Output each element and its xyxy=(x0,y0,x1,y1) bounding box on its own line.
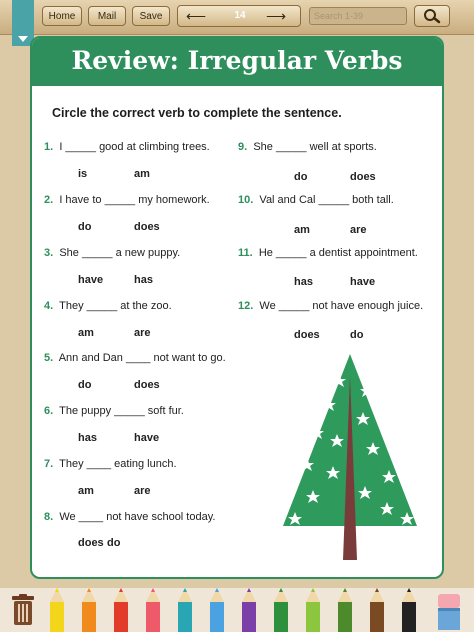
answer-option[interactable]: are xyxy=(134,485,151,497)
instructions: Circle the correct verb to complete the sentence. xyxy=(52,106,342,120)
previous-page-arrow-icon[interactable]: ⟵ xyxy=(186,8,207,24)
yellow-pencil-icon[interactable] xyxy=(46,588,68,632)
christmas-tree-illustration xyxy=(277,354,423,560)
light-green-pencil-icon[interactable] xyxy=(302,588,324,632)
next-page-arrow-icon[interactable]: ⟶ xyxy=(266,8,287,24)
answer-option[interactable]: do xyxy=(78,221,92,233)
worksheet-page xyxy=(30,36,444,579)
search-input[interactable]: Search 1-39 xyxy=(309,7,407,25)
answer-option[interactable]: has xyxy=(134,274,153,286)
answer-option[interactable]: am xyxy=(78,485,94,497)
question-11: 11. He _____ a dentist appointment. xyxy=(238,247,418,259)
question-1: 1. I _____ good at climbing trees. xyxy=(44,141,210,153)
answer-option[interactable]: am xyxy=(134,168,150,180)
answer-option[interactable]: are xyxy=(350,224,367,236)
answer-option[interactable]: have xyxy=(350,276,376,288)
page-navigator xyxy=(177,5,301,27)
magnifier-icon xyxy=(415,6,449,26)
pink-pencil-icon[interactable] xyxy=(142,588,164,632)
home-button[interactable]: Home xyxy=(42,6,82,26)
answer-option[interactable]: does xyxy=(294,329,320,341)
page-number: 14 xyxy=(234,10,246,21)
pencil-tray xyxy=(0,588,474,632)
purple-pencil-icon[interactable] xyxy=(238,588,260,632)
question-7: 7. They ____ eating lunch. xyxy=(44,458,177,470)
answer-option[interactable]: is xyxy=(78,168,88,180)
black-pencil-icon[interactable] xyxy=(398,588,420,632)
question-2: 2. I have to _____ my homework. xyxy=(44,194,210,206)
answer-option[interactable]: am xyxy=(294,224,310,236)
answer-option[interactable]: has xyxy=(78,432,97,444)
answer-option[interactable]: am xyxy=(78,327,94,339)
answer-option[interactable]: has xyxy=(294,276,313,288)
answer-option[interactable]: does xyxy=(134,379,160,391)
answer-option[interactable]: have xyxy=(78,274,104,286)
eraser-icon[interactable] xyxy=(436,594,462,630)
title-banner xyxy=(32,38,442,86)
blue-pencil-icon[interactable] xyxy=(206,588,228,632)
red-pencil-icon[interactable] xyxy=(110,588,132,632)
mail-button[interactable]: Mail xyxy=(88,6,126,26)
answer-option[interactable]: do xyxy=(78,379,92,391)
top-toolbar xyxy=(0,0,474,35)
answer-option[interactable]: does xyxy=(350,171,376,183)
trash-icon[interactable] xyxy=(10,594,36,626)
worksheet-title: Review: Irregular Verbs xyxy=(71,46,403,75)
answer-option[interactable]: are xyxy=(134,327,151,339)
answer-option[interactable]: do xyxy=(350,329,364,341)
save-button[interactable]: Save xyxy=(132,6,170,26)
question-6: 6. The puppy _____ soft fur. xyxy=(44,405,184,417)
answer-option[interactable]: do xyxy=(107,537,121,549)
search-button[interactable] xyxy=(414,5,450,27)
answer-option[interactable]: do xyxy=(294,171,308,183)
answer-option[interactable]: does xyxy=(134,221,160,233)
question-10: 10. Val and Cal _____ both tall. xyxy=(238,194,394,206)
question-9: 9. She _____ well at sports. xyxy=(238,141,377,153)
brown-pencil-icon[interactable] xyxy=(366,588,388,632)
teal-pencil-icon[interactable] xyxy=(174,588,196,632)
bookmark-ribbon-icon[interactable] xyxy=(12,0,34,46)
question-4: 4. They _____ at the zoo. xyxy=(44,300,172,312)
question-12: 12. We _____ not have enough juice. xyxy=(238,300,424,312)
answer-option[interactable]: have xyxy=(134,432,160,444)
question-8: 8. We ____ not have school today. xyxy=(44,511,216,523)
orange-pencil-icon[interactable] xyxy=(78,588,100,632)
answer-option[interactable]: does xyxy=(78,537,104,549)
olive-pencil-icon[interactable] xyxy=(334,588,356,632)
question-3: 3. She _____ a new puppy. xyxy=(44,247,181,259)
question-5: 5. Ann and Dan ____ not want to go. xyxy=(44,352,226,364)
green-pencil-icon[interactable] xyxy=(270,588,292,632)
